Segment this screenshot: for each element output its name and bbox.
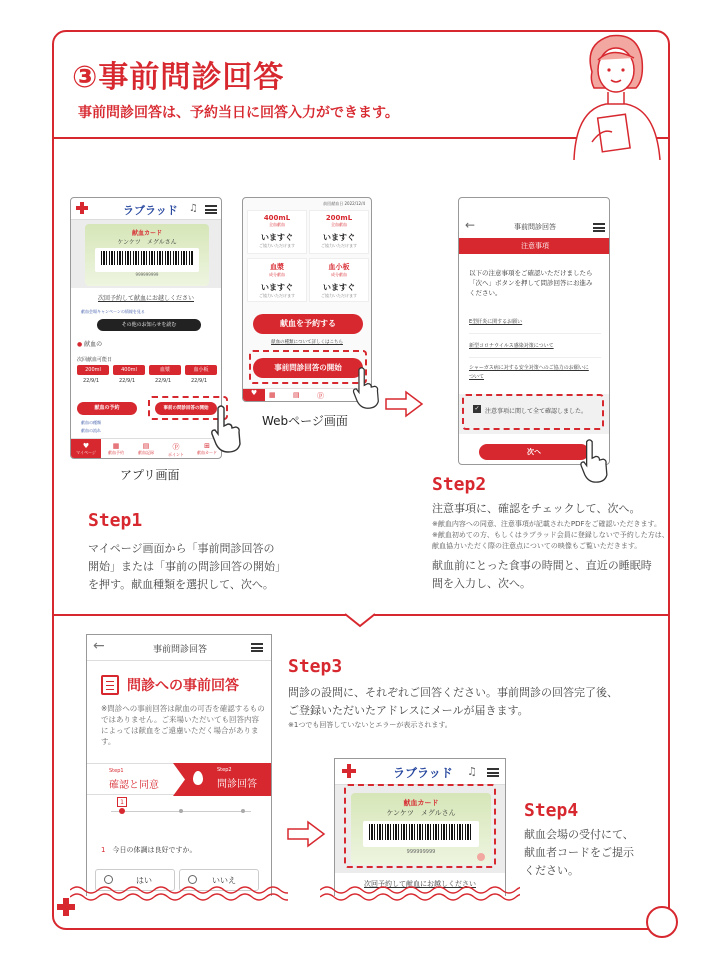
tap-hand-icon — [348, 366, 384, 410]
step4-title-label: Step4 — [524, 800, 579, 821]
tile-sub: 全血献血 — [331, 222, 347, 227]
tile-title: 血小板 — [328, 263, 350, 271]
step1-line: を押す。献血種類を選択して、次へ。 — [88, 578, 274, 591]
donation-tile[interactable] — [309, 210, 369, 254]
tile-sub: 全血献血 — [269, 222, 285, 227]
tile-title: 200mL — [325, 214, 353, 222]
qr-icon: ⊞ — [204, 442, 210, 450]
step2-note: 献血協力いただく際の注意点についての映像もご覧いただきます。 — [432, 542, 642, 550]
nav-label: 献血予約 — [108, 450, 124, 455]
step2-header — [459, 198, 610, 238]
tap-hand-icon — [208, 404, 244, 454]
menu-icon[interactable] — [593, 223, 605, 232]
next-button[interactable]: 次へ — [479, 444, 589, 460]
types-link[interactable]: 献血の種類について詳しくはこちら — [271, 340, 343, 345]
web-reserve-button[interactable]: 献血を予約する — [253, 314, 363, 334]
nav-point-icon[interactable]: ⓟ — [317, 392, 324, 400]
tile-status: いますぐ — [323, 283, 355, 292]
type-date: 22/9/1 — [191, 378, 208, 384]
app-logo: ラブラッド — [393, 766, 453, 780]
title-text: 事前問診回答 — [98, 60, 285, 95]
step4-text — [524, 826, 634, 880]
menu-icon[interactable] — [487, 768, 499, 777]
type-chips — [77, 365, 219, 375]
bell-icon[interactable]: ♫ — [189, 203, 198, 214]
step2-text2 — [432, 557, 652, 593]
step3-note: ※1つでも回答していないとエラーが表示されます。 — [288, 721, 452, 729]
section-label: ● 献血の — [77, 341, 103, 348]
nav-item-mypage[interactable] — [71, 439, 101, 459]
nav-label: マイページ — [76, 450, 96, 455]
checkbox[interactable]: ✓ — [474, 405, 480, 412]
highlight-donor-card — [344, 784, 496, 868]
step2-note: ※献血内容への同意、注意事項が記載されたPDFをご確認いただきます。 — [432, 520, 661, 528]
tab-step2[interactable] — [187, 763, 272, 795]
next-date-label: 次回献血可能日 — [77, 357, 113, 363]
step2-title-label: Step2 — [432, 474, 487, 495]
type-date: 22/9/1 — [83, 378, 100, 384]
tile-title: 400mL — [263, 214, 291, 222]
notice-button[interactable]: その他のお知らせを読む — [97, 319, 201, 331]
wave-divider — [70, 884, 288, 904]
nav-label: 献血記録 — [138, 450, 154, 455]
step4-header — [335, 759, 506, 785]
tile-note: ご協力いただけます — [259, 243, 295, 248]
step1-line: マイページ画面から「事前問診回答の — [88, 542, 275, 555]
clipboard-icon — [101, 675, 119, 695]
donor-card — [85, 224, 209, 286]
page-marker-circle — [646, 906, 678, 938]
tile-sub: 成分献血 — [331, 272, 347, 277]
info-link[interactable]: 献血の流れ — [81, 428, 101, 433]
type-chip[interactable]: 400ml — [113, 365, 145, 375]
info-link[interactable]: 献血の種類 — [81, 420, 101, 425]
step3-screen — [86, 634, 272, 896]
app-logo: ラブラッド — [123, 204, 178, 217]
record-icon: ▤ — [142, 442, 150, 450]
tab-step1[interactable] — [87, 763, 183, 795]
web-caption: Webページ画面 — [262, 414, 348, 428]
divider-notch — [345, 612, 375, 628]
nav-item-reserve[interactable] — [101, 439, 131, 459]
progress-marker: 1 — [117, 797, 127, 807]
interview-start-button[interactable]: 事前の問診回答の開始 — [155, 402, 217, 415]
card-name: ケンケツ メグルさん — [386, 809, 456, 817]
type-chip[interactable]: 血漿 — [149, 365, 181, 375]
menu-icon[interactable] — [205, 205, 217, 214]
checkbox-label: 注意事項に関して全て確認しました。 — [485, 408, 588, 415]
nav-item-points[interactable] — [161, 439, 191, 459]
card-number: 999999999 — [135, 272, 159, 277]
tile-note: ご協力いただけます — [321, 243, 357, 248]
notice-link[interactable]: 献血会場キャンペーンの情報を見る — [81, 309, 145, 314]
step2-line: 献血前にとった食事の時間と、直近の睡眠時 — [432, 559, 652, 572]
step2-note: ※献血初めての方、もしくはラブラッド会員に登録しないで予約した方は、 — [432, 531, 669, 539]
next-arrow-icon — [384, 390, 424, 418]
reserve-button[interactable]: 献血の予約 — [77, 402, 137, 415]
question-number: 1 — [101, 846, 106, 854]
step3-description: ※問診への事前回答は献血の可否を確認するものではありません。ご来場いただいても回答内容によっては献血をご遠慮いただく場合があります。 — [101, 704, 265, 746]
bottom-nav — [71, 438, 222, 459]
tile-status: いますぐ — [261, 283, 293, 292]
nav-label: ポイント — [168, 452, 184, 457]
type-date: 22/9/1 — [119, 378, 136, 384]
step2-title: 事前問診回答 — [514, 223, 556, 231]
notice-link[interactable]: 新型コロナウイルス感染対策について — [469, 342, 601, 358]
step3-line: 問診の設問に、それぞれご回答ください。事前問診の回答完了後、 — [288, 686, 618, 699]
tile-title: 血漿 — [270, 263, 284, 271]
heart-icon: ♥ — [82, 442, 90, 450]
donation-tile[interactable] — [247, 258, 307, 302]
nurse-illustration-icon — [562, 24, 666, 160]
back-arrow-icon[interactable]: ← — [465, 218, 476, 232]
back-arrow-icon[interactable]: ← — [93, 638, 105, 654]
notice-band: 注意事項 — [459, 238, 610, 254]
section-label-text: 献血の — [84, 341, 103, 348]
title-number: ③ — [72, 60, 99, 95]
tile-sub: 成分献血 — [269, 272, 285, 277]
tile-note: ご協力いただけます — [259, 293, 295, 298]
progress-dot — [179, 809, 183, 813]
step4-line: 献血者コードをご提示 — [524, 846, 634, 859]
step1-title: Step1 — [88, 510, 143, 531]
tab2-label: 問診回答 — [217, 779, 257, 790]
type-chip[interactable]: 血小板 — [185, 365, 217, 375]
last-donation-text: 前回献血日 2022/12/4 — [323, 201, 365, 206]
next-reserve-link[interactable]: 次回予約して献血にお越しください — [364, 880, 476, 888]
calendar-icon: ▦ — [112, 442, 120, 450]
step2-text: 注意事項に、確認をチェックして、次へ。 — [432, 502, 641, 515]
donation-tile[interactable] — [309, 258, 369, 302]
tab1-step: Step1 — [109, 768, 124, 774]
red-cross-icon — [75, 201, 89, 215]
step2-line: 間を入力し、次へ。 — [432, 577, 531, 590]
question — [101, 845, 196, 855]
radio-icon — [104, 875, 113, 884]
tile-note: ご協力いただけます — [321, 293, 357, 298]
radio-icon — [188, 875, 197, 884]
next-reserve-link[interactable]: 次回予約して献血にお越しください — [97, 295, 194, 302]
blood-drop-icon — [193, 771, 203, 785]
step1-line: 開始」または「事前の問診回答の開始」 — [88, 560, 286, 573]
nav-item-records[interactable] — [131, 439, 161, 459]
bell-icon[interactable]: ♫ — [467, 765, 477, 778]
next-arrow-icon — [286, 820, 326, 848]
nav-heart-icon[interactable]: ♥ — [243, 389, 265, 402]
step3-text — [288, 684, 618, 720]
tile-status: いますぐ — [323, 233, 355, 242]
type-chip[interactable]: 200ml — [77, 365, 109, 375]
step3-header — [87, 635, 272, 661]
app-header — [71, 198, 222, 220]
type-dates — [77, 378, 219, 386]
point-icon: ⓟ — [172, 443, 180, 451]
red-cross-icon — [341, 763, 357, 779]
type-date: 22/9/1 — [155, 378, 172, 384]
barcode — [95, 248, 199, 272]
nav-calendar-icon[interactable]: ▦ — [269, 391, 276, 399]
step4-line: ください。 — [524, 864, 579, 877]
step3-title-label: Step3 — [288, 656, 343, 677]
nav-label: 献血カード — [197, 450, 217, 455]
card-label: 献血カード — [131, 230, 162, 237]
tab1-label: 確認と同意 — [109, 780, 159, 791]
step3-line: ご登録いただいたアドレスにメールが届きます。 — [288, 704, 529, 717]
menu-icon[interactable] — [251, 643, 263, 652]
step4-line: 献血会場の受付にて、 — [524, 828, 634, 841]
step3-heading: 問診への事前回答 — [127, 678, 239, 694]
card-label: 献血カード — [403, 799, 439, 807]
option-label: いいえ — [212, 876, 236, 885]
red-cross-icon — [56, 896, 76, 920]
notice-link[interactable]: E型肝炎に関するお願い — [469, 318, 601, 334]
option-label: はい — [136, 876, 152, 885]
app-caption: アプリ画面 — [120, 468, 180, 482]
step2-intro: 以下の注意事項をご確認いただけましたら「次へ」ボタンを押して問診回答にお進みください。 — [469, 269, 593, 297]
page-title — [72, 52, 284, 96]
web-interview-button[interactable]: 事前問診回答の開始 — [253, 358, 363, 378]
notice-link[interactable]: シャーガス病に対する安全対策へのご協力のお願いについて — [469, 365, 589, 380]
donation-tile[interactable] — [247, 210, 307, 254]
nav-record-icon[interactable]: ▤ — [293, 391, 300, 399]
wave-divider — [320, 884, 520, 904]
progress-dot — [241, 809, 245, 813]
highlight-checkbox — [462, 394, 604, 430]
step1-text — [88, 540, 286, 594]
question-text: 今日の体調は良好ですか。 — [112, 846, 197, 854]
page-subtitle: 事前問診回答は、予約当日に回答入力ができます。 — [78, 105, 399, 121]
card-name: ケンケツ メグルさん — [117, 239, 177, 246]
step3-title: 事前問診回答 — [152, 645, 207, 655]
progress-dot-current — [119, 808, 125, 814]
tab2-step: Step2 — [217, 767, 232, 773]
tile-status: いますぐ — [261, 233, 293, 242]
tap-hand-icon — [576, 438, 612, 484]
step2-notes — [432, 519, 669, 552]
card-number: 999999999 — [406, 849, 436, 855]
